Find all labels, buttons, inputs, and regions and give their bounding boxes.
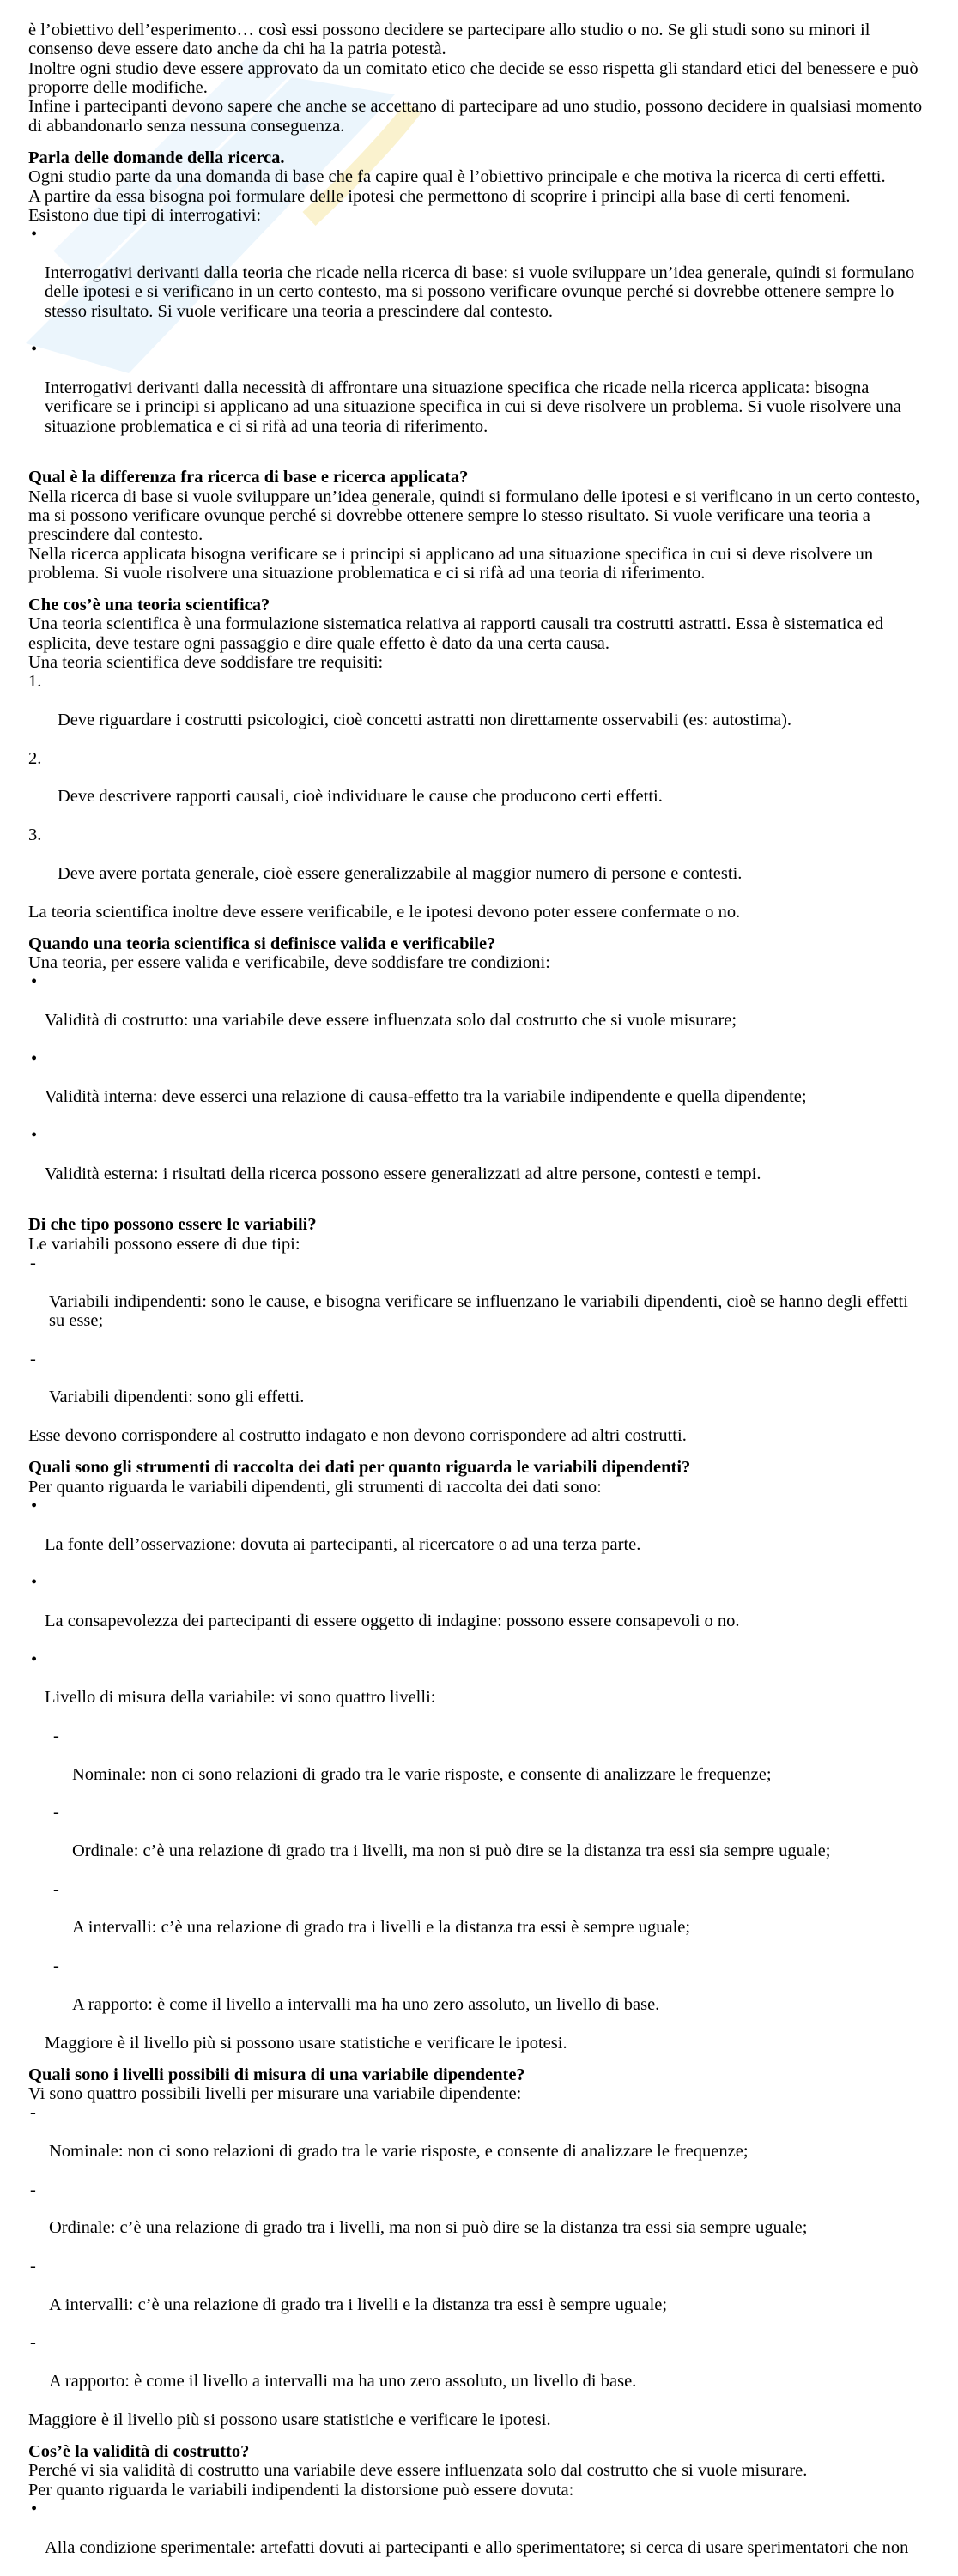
dash-marker: - [53, 1803, 59, 1823]
dash-text: A rapporto: è come il livello a intervalli ma ha uno zero assoluto, un livello di base. [72, 1994, 660, 2014]
bullet-text: Interrogativi derivanti dalla teoria che ricade nella ricerca di base: si vuole sviluppare un’idea generale, quindi si formulano delle ipotesi e si verificano in un certo contesto, ma si possono verificare ovunque perché si dovrebbe ottenere sempre lo stesso risultato. Si vuole verificare una teoria a prescindere dal contesto. [45, 263, 915, 321]
bullet-marker: • [31, 225, 38, 245]
item-number: 1. [28, 672, 42, 692]
dash-marker: - [30, 2257, 36, 2277]
section-strumenti-raccolta-dati [28, 1458, 947, 2053]
section-heading: Di che tipo possono essere le variabili? [28, 1215, 317, 1235]
paragraph: La teoria scientifica inoltre deve essere verificabile, e le ipotesi devono poter essere confermate o no. [28, 902, 741, 922]
dash-text: A rapporto: è come il livello a intervalli ma ha uno zero assoluto, un livello di base. [49, 2372, 637, 2392]
bullet-marker: • [31, 1049, 38, 1068]
paragraph: Nella ricerca applicata bisogna verificare se i principi si applicano ad una situazione specifica in cui si deve risolvere un problema. Si vuole risolvere una situazione problematica e ci si rifà ad una teoria di riferimento. [28, 544, 874, 583]
paragraph: Per quanto riguarda le variabili dipendenti, gli strumenti di raccolta dei dati sono: [28, 1477, 602, 1497]
bullet-text: Validità di costrutto: una variabile deve essere influenzata solo dal costrutto che si vuole misurare; [45, 1011, 737, 1031]
item-number: 3. [28, 825, 42, 845]
bullet-item [28, 1049, 947, 1126]
bullet-text: Validità interna: deve esserci una relazione di causa-effetto tra la variabile indipendente e quella dipendente; [45, 1087, 807, 1107]
paragraph: Nella ricerca di base si vuole sviluppare un’idea generale, quindi si formulano delle ipotesi e si verificano in un certo contesto, ma si possono verificare ovunque perché si dovrebbe ottenere sempre lo stesso risultato. Si vuole verificare una teoria a prescindere dal contesto. [28, 487, 920, 545]
paragraph: Esse devono corrispondere al costrutto indagato e non devono corrispondere ad altri costrutti. [28, 1426, 687, 1446]
dash-item [28, 2257, 947, 2333]
paragraph: Maggiore è il livello più si possono usare statistiche e verificare le ipotesi. [28, 2410, 551, 2429]
dash-item [28, 1254, 947, 1350]
dash-item [28, 2333, 947, 2410]
section-tipi-variabili [28, 1215, 947, 1445]
section-heading: Quando una teoria scientifica si definisce valida e verificabile? [28, 934, 496, 953]
sub-dash-item [28, 1803, 947, 1879]
section-teoria-scientifica [28, 596, 947, 922]
numbered-item [28, 749, 947, 825]
intro-paragraph: Infine i partecipanti devono sapere che anche se accettano di partecipare ad uno studio, possono decidere in qualsiasi momento di abbandonarlo senza nessuna conseguenza. [28, 97, 923, 136]
paragraph: Perché vi sia validità di costrutto una variabile deve essere influenzata solo dal costrutto che si vuole misurare. [28, 2461, 808, 2481]
section-validita-verificabilita [28, 934, 947, 1203]
bullet-item [28, 2500, 947, 2576]
section-heading: Cos’è la validità di costrutto? [28, 2441, 250, 2461]
bullet-text: La fonte dell’osservazione: dovuta ai partecipanti, al ricercatore o ad una terza parte. [45, 1534, 641, 1554]
dash-marker: - [30, 1349, 36, 1369]
bullet-item [28, 225, 947, 340]
section-heading: Parla delle domande della ricerca. [28, 148, 285, 167]
numbered-item [28, 672, 947, 748]
section-heading: Qual è la differenza fra ricerca di base e ricerca applicata? [28, 468, 469, 487]
bullet-marker: • [31, 1573, 38, 1593]
paragraph: Per quanto riguarda le variabili indipendenti la distorsione può essere dovuta: [28, 2480, 574, 2500]
bullet-item [28, 1573, 947, 1649]
section-heading: Che cos’è una teoria scientifica? [28, 596, 270, 615]
dash-item [28, 2103, 947, 2180]
section-heading: Quali sono i livelli possibili di misura di una variabile dipendente? [28, 2065, 525, 2084]
dash-text: Ordinale: c’è una relazione di grado tra i livelli, ma non si può dire se la distanza tra essi sia sempre uguale; [72, 1841, 831, 1861]
section-livelli-misura [28, 2065, 947, 2430]
paragraph: Una teoria scientifica è una formulazione sistematica relativa ai rapporti causali tra costrutti astratti. Essa è sistematica ed esplicita, deve testare ogni passaggio e dire quale effetto è dato da una certa causa. [28, 614, 884, 653]
bullet-item [28, 972, 947, 1049]
dash-marker: - [30, 1253, 36, 1273]
paragraph: Una teoria, per essere valida e verificabile, deve soddisfare tre condizioni: [28, 953, 550, 972]
bullet-marker: • [31, 972, 38, 992]
dash-item [28, 2180, 947, 2257]
sub-dash-item [28, 1880, 947, 1956]
intro-paragraph: Inoltre ogni studio deve essere approvato da un comitato etico che decide se esso rispetta gli standard etici del benessere e può proporre delle modifiche. [28, 58, 919, 98]
dash-text: Nominale: non ci sono relazioni di grado tra le varie risposte, e consente di analizzare le frequenze; [72, 1764, 772, 1784]
bullet-text: Validità esterna: i risultati della ricerca possono essere generalizzati ad altre persone, contesti e tempi. [45, 1164, 761, 1183]
indented-note: Maggiore è il livello più si possono usare statistiche e verificare le ipotesi. [45, 2033, 567, 2053]
dash-marker: - [53, 1726, 59, 1745]
section-validita-costrutto [28, 2442, 947, 2576]
sub-dash-item [28, 1956, 947, 2033]
dash-marker: - [53, 1879, 59, 1899]
dash-item [28, 1350, 947, 1426]
bullet-text: Livello di misura della variabile: vi sono quattro livelli: [45, 1688, 436, 1708]
document-body [28, 21, 947, 2576]
dash-marker: - [30, 2103, 36, 2123]
dash-marker: - [30, 2333, 36, 2353]
dash-text: A intervalli: c’è una relazione di grado tra i livelli e la distanza tra essi è sempre uguale; [72, 1918, 691, 1938]
bullet-text: Interrogativi derivanti dalla necessità di affrontare una situazione specifica che ricade nella ricerca applicata: bisogna verificare se i principi si applicano ad una situazione specifica in cui si deve risolvere un problema. Si vuole risolvere una situazione problematica e ci si rifà ad una teoria di riferimento. [45, 378, 901, 436]
dash-text: Nominale: non ci sono relazioni di grado tra le varie risposte, e consente di analizzare le frequenze; [49, 2142, 749, 2162]
paragraph: Le variabili possono essere di due tipi: [28, 1234, 300, 1254]
section-domande-ricerca [28, 148, 947, 456]
bullet-marker: • [31, 1649, 38, 1669]
dash-text: Variabili indipendenti: sono le cause, e bisogna verificare se influenzano le variabili dipendenti, cioè se hanno degli effetti su esse; [49, 1291, 908, 1330]
bullet-text: La consapevolezza dei partecipanti di essere oggetto di indagine: possono essere consapevoli o no. [45, 1611, 740, 1630]
bullet-item [28, 1497, 947, 1573]
dash-marker: - [53, 1956, 59, 1976]
paragraph: Esistono due tipi di interrogativi: [28, 205, 262, 225]
numbered-text: Deve avere portata generale, cioè essere generalizzabile al maggior numero di persone e contesti. [58, 863, 743, 883]
bullet-text: Alla condizione sperimentale: artefatti dovuti ai partecipanti e allo sperimentatore; si cerca di usare sperimentatori che non [45, 2537, 909, 2557]
dash-text: A intervalli: c’è una relazione di grado tra i livelli e la distanza tra essi è sempre uguale; [49, 2295, 668, 2314]
numbered-text: Deve descrivere rapporti causali, cioè individuare le cause che producono certi effetti. [58, 787, 663, 807]
sub-dash-item [28, 1726, 947, 1803]
intro-paragraph: è l’obiettivo dell’esperimento… così essi possono decidere se partecipare allo studio o no. Se gli studi sono su minori il consenso deve essere dato anche da chi ha la patria potestà. [28, 21, 870, 59]
bullet-item [28, 340, 947, 455]
numbered-text: Deve riguardare i costrutti psicologici, cioè concetti astratti non direttamente osservabili (es: autostima). [58, 711, 792, 730]
dash-text: Variabili dipendenti: sono gli effetti. [49, 1388, 305, 1407]
bullet-marker: • [31, 340, 38, 360]
paragraph: Ogni studio parte da una domanda di base che fa capire qual è l’obiettivo principale e che motiva la ricerca di certi effetti. [28, 167, 886, 187]
bullet-item [28, 1650, 947, 1726]
paragraph: Una teoria scientifica deve soddisfare tre requisiti: [28, 653, 384, 673]
dash-text: Ordinale: c’è una relazione di grado tra i livelli, ma non si può dire se la distanza tra essi sia sempre uguale; [49, 2218, 808, 2238]
dash-marker: - [30, 2180, 36, 2199]
item-number: 2. [28, 748, 42, 768]
section-differenza-ricerca [28, 468, 947, 583]
bullet-marker: • [31, 1126, 38, 1146]
section-heading: Quali sono gli strumenti di raccolta dei dati per quanto riguarda le variabili dipendenti? [28, 1458, 691, 1478]
paragraph: Vi sono quattro possibili livelli per misurare una variabile dipendente: [28, 2083, 522, 2103]
bullet-marker: • [31, 2500, 38, 2519]
bullet-marker: • [31, 1496, 38, 1515]
numbered-item [28, 825, 947, 902]
paragraph: A partire da essa bisogna poi formulare delle ipotesi che permettono di scoprire i principi alla base di certi fenomeni. [28, 186, 851, 206]
bullet-item [28, 1126, 947, 1202]
